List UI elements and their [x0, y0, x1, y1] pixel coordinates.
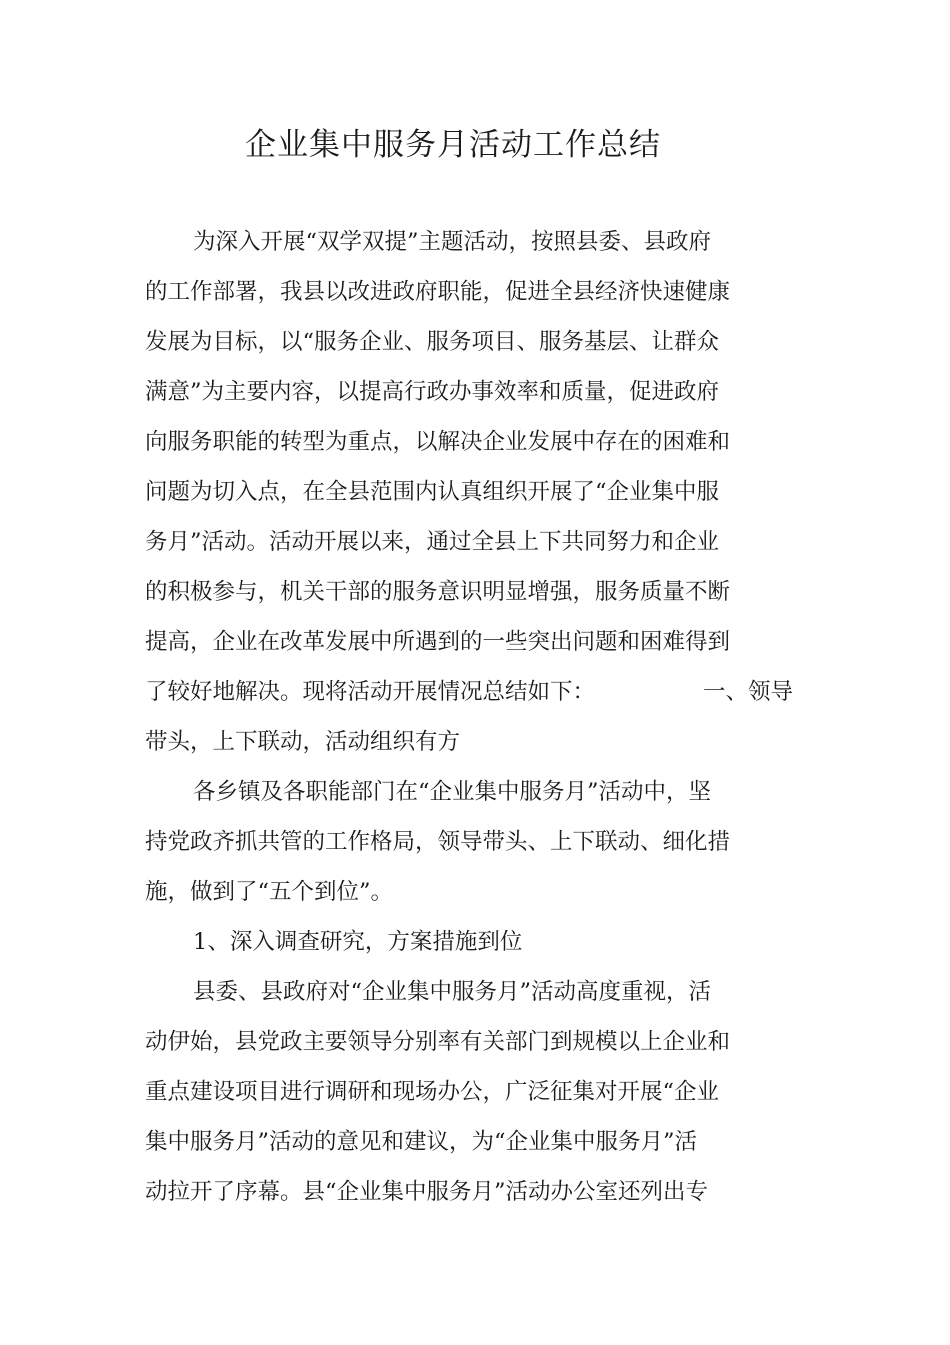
paragraph-line: 施，做到了“五个到位”。: [145, 879, 394, 905]
paragraph-line: 务月”活动。活动开展以来，通过全县上下共同努力和企业: [145, 529, 720, 555]
section-heading-continuation: 带头，上下联动，活动组织有方: [145, 729, 461, 755]
subsection-heading: 1、深入调查研究，方案措施到位: [193, 929, 523, 955]
page-title: 企业集中服务月活动工作总结: [245, 127, 661, 163]
paragraph-line: 动伊始，县党政主要领导分别率有关部门到规模以上企业和: [145, 1029, 731, 1055]
paragraph-line: 问题为切入点，在全县范围内认真组织开展了“企业集中服: [145, 479, 720, 505]
section-heading-start: 一、领导: [703, 679, 794, 705]
paragraph-line: 各乡镇及各职能部门在“企业集中服务月”活动中，坚: [193, 779, 712, 805]
paragraph-line: 了较好地解决。现将活动开展情况总结如下：: [145, 679, 596, 705]
paragraph-line: 重点建设项目进行调研和现场办公，广泛征集对开展“企业: [145, 1079, 720, 1105]
paragraph-line: 满意”为主要内容，以提高行政办事效率和质量，促进政府: [145, 379, 720, 405]
paragraph-line: 持党政齐抓共管的工作格局，领导带头、上下联动、细化措: [145, 829, 731, 855]
paragraph-line: 发展为目标，以“服务企业、服务项目、服务基层、让群众: [145, 329, 720, 355]
paragraph-line: 的工作部署，我县以改进政府职能，促进全县经济快速健康: [145, 279, 731, 305]
paragraph-line: 向服务职能的转型为重点，以解决企业发展中存在的困难和: [145, 429, 731, 455]
paragraph-line: 动拉开了序幕。县“企业集中服务月”活动办公室还列出专: [145, 1179, 709, 1205]
paragraph-line: 提高，企业在改革发展中所遇到的一些突出问题和困难得到: [145, 629, 731, 655]
paragraph-line: 为深入开展“双学双提”主题活动，按照县委、县政府: [193, 229, 712, 255]
paragraph-line: 集中服务月”活动的意见和建议，为“企业集中服务月”活: [145, 1129, 698, 1155]
paragraph-line: 县委、县政府对“企业集中服务月”活动高度重视，活: [193, 979, 712, 1005]
paragraph-line: 的积极参与，机关干部的服务意识明显增强，服务质量不断: [145, 579, 731, 605]
